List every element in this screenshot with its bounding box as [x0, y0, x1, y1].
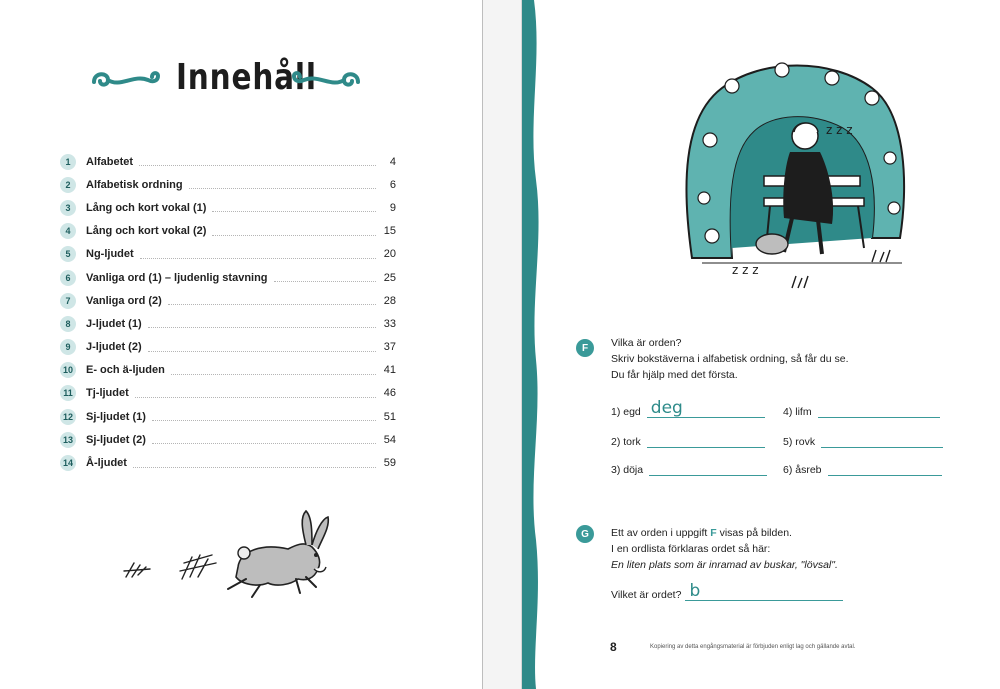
chapter-title: Sj-ljudet (2) — [86, 433, 146, 446]
question-label: Vilket är ordet? — [611, 589, 682, 601]
text-fragment: Ett av orden i uppgift — [611, 527, 711, 539]
chapter-page: 41 — [383, 364, 396, 377]
exercise-item — [783, 404, 940, 418]
dot-leader — [152, 443, 376, 444]
swirl-ornament-left-icon — [90, 68, 162, 94]
chapter-title: Tj-ljudet — [86, 387, 129, 400]
chapter-page: 59 — [383, 457, 396, 470]
exercise-f-instruction-1: Skriv bokstäverna i alfabetisk ordning, så får du se. — [611, 353, 849, 365]
page-title: Innehåll — [176, 57, 317, 98]
exercise-g-instructions — [611, 525, 838, 573]
chapter-number-badge: 2 — [60, 177, 76, 193]
chapter-title: J-ljudet (2) — [86, 341, 142, 354]
answer-text: deg — [650, 398, 683, 418]
exercise-f-question: Vilka är orden? — [611, 337, 682, 349]
dot-leader — [212, 211, 376, 212]
exercise-f-instruction-2: Du får hjälp med det första. — [611, 369, 738, 381]
toc-entry[interactable] — [60, 173, 396, 196]
chapter-title: Lång och kort vokal (2) — [86, 225, 207, 238]
chapter-page: 28 — [383, 294, 396, 307]
chapter-number-badge: 8 — [60, 316, 76, 332]
exercise-item — [611, 434, 765, 448]
chapter-page: 51 — [383, 410, 396, 423]
chapter-number-badge: 10 — [60, 362, 76, 378]
left-page — [0, 0, 482, 689]
toc-entry[interactable] — [60, 243, 396, 266]
toc-entry[interactable] — [60, 428, 396, 451]
exercise-item — [611, 398, 765, 418]
exercise-item-label: 5) rovk — [783, 436, 816, 448]
text-fragment: visas på bilden. — [716, 527, 792, 539]
chapter-number-badge: 7 — [60, 293, 76, 309]
answer-field[interactable] — [649, 462, 767, 476]
chapter-page: 6 — [389, 178, 396, 191]
chapter-title: Vanliga ord (1) – ljudenlig stavning — [86, 271, 268, 284]
toc-entry[interactable] — [60, 405, 396, 428]
chapter-page: 33 — [383, 317, 396, 330]
answer-field[interactable] — [818, 404, 940, 418]
dot-leader — [148, 351, 376, 352]
toc-entry[interactable] — [60, 150, 396, 173]
toc-entry[interactable] — [60, 359, 396, 382]
answer-field[interactable] — [647, 398, 765, 418]
exercise-g-badge: G — [576, 525, 594, 543]
svg-text:z z z: z z z — [732, 263, 759, 277]
chapter-title: Sj-ljudet (1) — [86, 410, 146, 423]
exercise-item-label: 6) åsreb — [783, 464, 822, 476]
toc-entry[interactable] — [60, 336, 396, 359]
exercise-item-label: 2) tork — [611, 436, 641, 448]
chapter-number-badge: 3 — [60, 200, 76, 216]
dot-leader — [168, 304, 376, 305]
dot-leader — [140, 258, 376, 259]
answer-field[interactable] — [821, 434, 943, 448]
dot-leader — [189, 188, 376, 189]
exercise-item-label: 1) egd — [611, 406, 641, 418]
toc-entry[interactable] — [60, 451, 396, 474]
chapter-page: 37 — [383, 341, 396, 354]
chapter-page: 46 — [383, 387, 396, 400]
dot-leader — [274, 281, 376, 282]
wavy-teal-band-icon — [522, 0, 552, 689]
toc-entry[interactable] — [60, 220, 396, 243]
chapter-number-badge: 11 — [60, 385, 76, 401]
chapter-title: J-ljudet (1) — [86, 317, 142, 330]
chapter-number-badge: 14 — [60, 455, 76, 471]
chapter-page: 54 — [383, 433, 396, 446]
chapter-page: 25 — [383, 271, 396, 284]
chapter-number-badge: 12 — [60, 409, 76, 425]
exercise-item — [611, 462, 767, 476]
chapter-page: 20 — [383, 248, 396, 261]
chapter-number-badge: 1 — [60, 154, 76, 170]
chapter-number-badge: 6 — [60, 270, 76, 286]
chapter-title: E- och ä-ljuden — [86, 364, 165, 377]
chapter-title: Vanliga ord (2) — [86, 294, 162, 307]
right-page — [522, 0, 1000, 689]
dot-leader — [139, 165, 376, 166]
toc-entry[interactable] — [60, 266, 396, 289]
answer-field[interactable] — [685, 581, 843, 601]
running-rabbit-illustration-icon — [120, 505, 350, 605]
exercise-g-line-2: I en ordlista förklaras ordet så här: — [611, 543, 771, 555]
svg-text:z z z: z z z — [826, 123, 853, 137]
dot-leader — [148, 327, 376, 328]
chapter-number-badge: 9 — [60, 339, 76, 355]
chapter-title: Ng-ljudet — [86, 248, 134, 261]
exercise-reference: F — [710, 527, 717, 539]
book-gutter — [482, 0, 522, 689]
exercise-item — [783, 434, 943, 448]
chapter-page: 4 — [389, 155, 396, 168]
chapter-title: Alfabetet — [86, 155, 134, 168]
chapter-title: Alfabetisk ordning — [86, 178, 183, 191]
dot-leader — [152, 420, 376, 421]
toc-entry[interactable] — [60, 289, 396, 312]
copyright-note: Kopiering av detta engångsmaterial är förbjuden enligt lag och gällande avtal. — [650, 644, 856, 650]
dot-leader — [135, 397, 376, 398]
exercise-item-label: 3) döja — [611, 464, 644, 476]
arbor-bench-illustration-icon — [672, 48, 922, 308]
swirl-ornament-right-icon — [290, 68, 362, 94]
toc-entry[interactable] — [60, 312, 396, 335]
dot-leader — [133, 467, 376, 468]
answer-field[interactable] — [647, 434, 765, 448]
chapter-page: 9 — [389, 201, 396, 214]
exercise-g-line-1 — [611, 525, 838, 541]
exercise-item-label: 4) lifm — [783, 406, 812, 418]
page-number: 8 — [610, 640, 617, 654]
chapter-title: Lång och kort vokal (1) — [86, 201, 207, 214]
chapter-number-badge: 13 — [60, 432, 76, 448]
toc-entry[interactable] — [60, 196, 396, 219]
toc-entry[interactable] — [60, 382, 396, 405]
chapter-number-badge: 5 — [60, 246, 76, 262]
dictionary-definition: En liten plats som är inramad av buskar, "lövsal". — [611, 559, 838, 571]
exercise-f-instructions — [611, 335, 849, 383]
chapter-page: 15 — [383, 225, 396, 238]
exercise-f-badge: F — [576, 339, 594, 357]
exercise-item — [783, 462, 942, 476]
answer-text: b — [689, 581, 701, 601]
dot-leader — [171, 374, 376, 375]
answer-field[interactable] — [828, 462, 942, 476]
exercise-g-question — [611, 581, 843, 601]
table-of-contents — [60, 150, 396, 475]
dot-leader — [212, 235, 376, 236]
chapter-number-badge: 4 — [60, 223, 76, 239]
chapter-title: Å-ljudet — [86, 457, 127, 470]
